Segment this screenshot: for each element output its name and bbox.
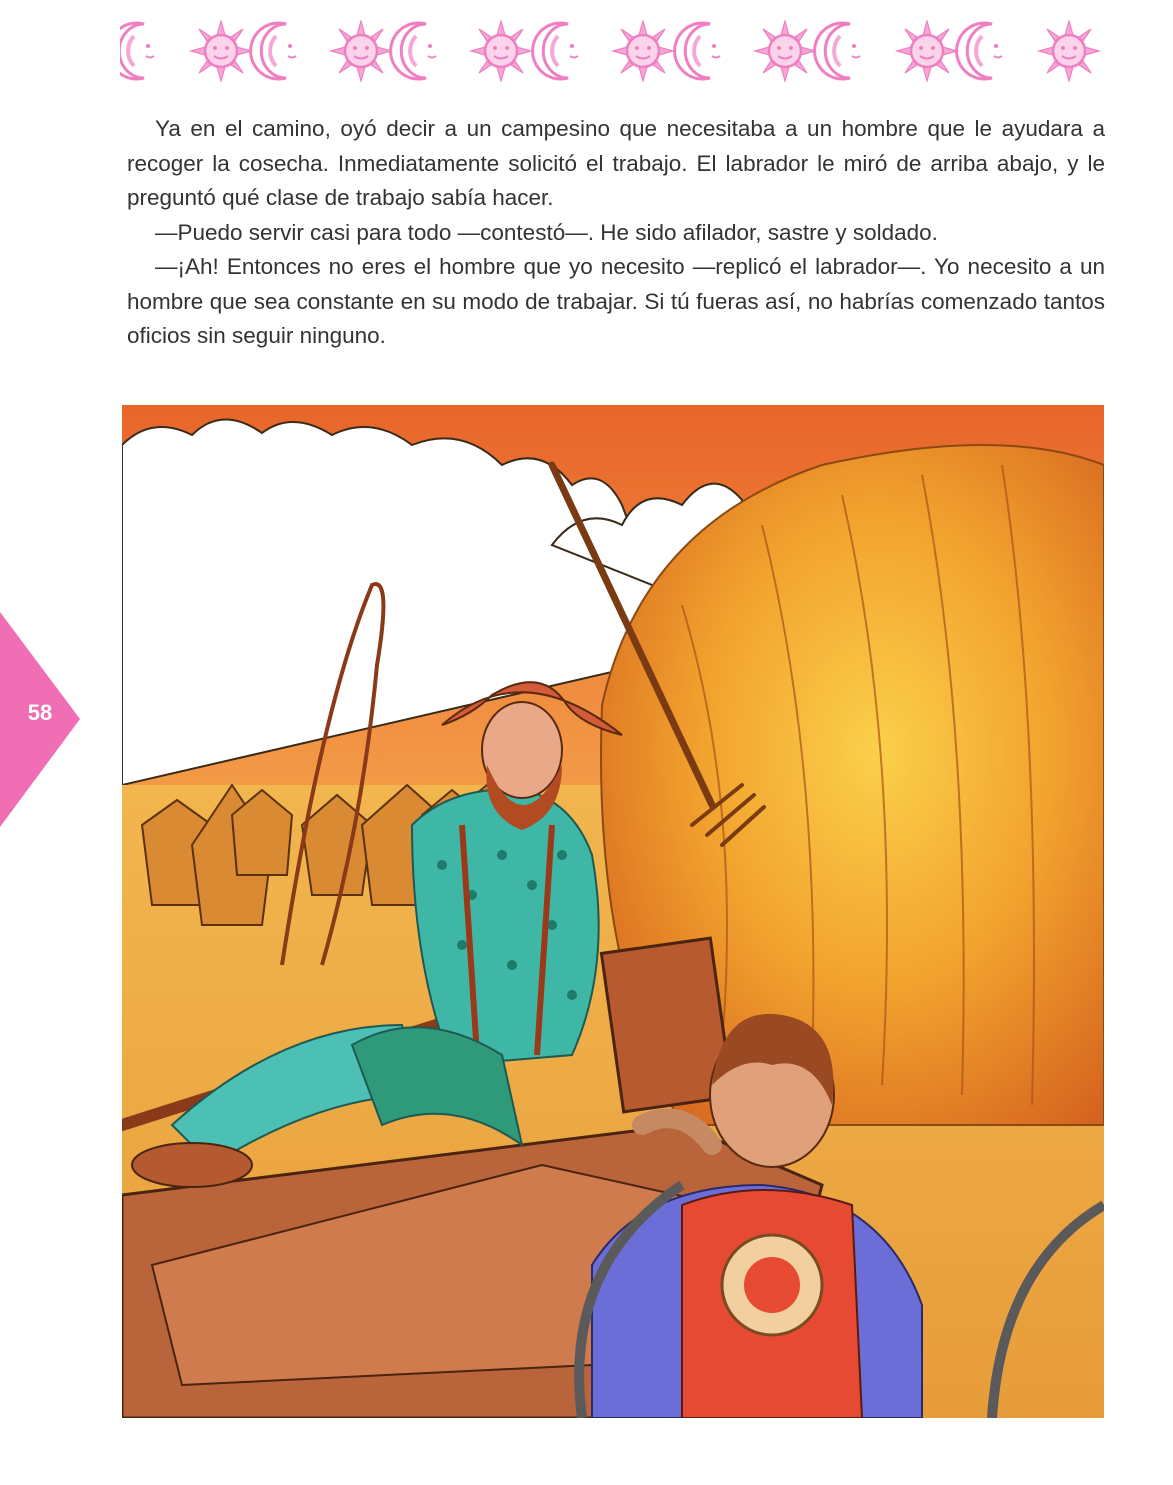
- page-number: 58: [27, 700, 53, 725]
- sun-icon: [897, 21, 957, 81]
- sun-icon: [191, 21, 251, 81]
- moon-icon: [815, 23, 860, 79]
- moon-icon: [391, 23, 436, 79]
- sun-icon: [471, 21, 531, 81]
- paragraph: Ya en el camino, oyó decir a un campesino que necesitaba a un hombre que le ayudara a recoger la cosecha. Inmediatamente solicitó el trabajo. El labrador le miró de arriba abajo, y le preguntó qué clase de trabajo sabía hacer.: [127, 116, 1105, 210]
- moon-icon: [533, 23, 578, 79]
- paragraph: —¡Ah! Entonces no eres el hombre que yo necesito —replicó el labrador—. Yo necesito a un hombre que sea constante en su modo de trabajar. Si tú fueras así, no habrías comenzado tantos oficios sin seguir ninguno.: [127, 254, 1105, 348]
- paragraph: —Puedo servir casi para todo —contestó—. He sido afilador, sastre y soldado.: [155, 219, 938, 245]
- moon-icon: [675, 23, 720, 79]
- moon-icon: [957, 23, 1002, 79]
- sun-icon: [755, 21, 815, 81]
- story-text: [127, 112, 1105, 354]
- decorative-border: [120, 20, 1105, 82]
- moon-icon: [251, 23, 296, 79]
- sun-icon: [1039, 21, 1099, 81]
- moon-icon: [120, 23, 154, 79]
- sun-icon: [331, 21, 391, 81]
- story-illustration: [122, 405, 1104, 1418]
- sun-icon: [613, 21, 673, 81]
